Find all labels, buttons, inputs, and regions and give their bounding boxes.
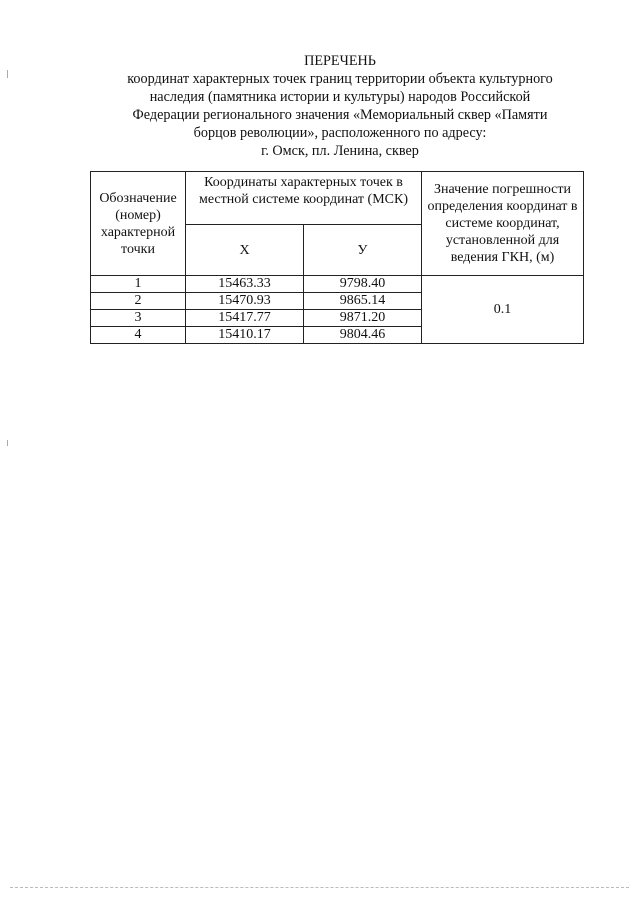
cell-x: 15463.33: [186, 276, 304, 293]
scan-mark: [7, 440, 8, 446]
subtitle-line-5: г. Омск, пл. Ленина, сквер: [261, 143, 419, 159]
cell-y: 9798.40: [304, 276, 422, 293]
cell-x: 15470.93: [186, 293, 304, 310]
header-coordinates: Координаты характерных точек в местной системе координат (МСК): [186, 172, 422, 225]
coordinates-table: [90, 171, 584, 344]
document-title: ПЕРЕЧЕНЬ: [304, 53, 376, 69]
cell-point-number: 1: [91, 276, 186, 293]
subtitle-line-3: Федерации регионального значения «Мемориальный сквер «Памяти: [132, 107, 548, 123]
cell-point-number: 3: [91, 310, 186, 327]
cell-x: 15410.17: [186, 327, 304, 344]
subtitle-line-2: наследия (памятника истории и культуры) народов Российской: [149, 89, 531, 105]
subtitle-line-1: координат характерных точек границ территории объекта культурного: [127, 71, 553, 87]
document-header: [80, 52, 600, 160]
cell-accuracy-value: 0.1: [422, 276, 584, 344]
cell-point-number: 2: [91, 293, 186, 310]
scan-edge-line: [10, 887, 629, 888]
cell-point-number: 4: [91, 327, 186, 344]
cell-x: 15417.77: [186, 310, 304, 327]
header-x: X: [186, 225, 304, 276]
header-y: У: [304, 225, 422, 276]
cell-y: 9804.46: [304, 327, 422, 344]
table-row: [91, 276, 584, 293]
cell-y: 9871.20: [304, 310, 422, 327]
header-point-number: Обозначение (номер) характерной точки: [91, 172, 186, 276]
scan-mark: [7, 70, 8, 78]
subtitle-line-4: борцов революции», расположенного по адресу:: [193, 125, 487, 141]
header-accuracy: Значение погрешности определения координат в системе координат, установленной для ведения ГКН, (м): [422, 172, 584, 276]
cell-y: 9865.14: [304, 293, 422, 310]
